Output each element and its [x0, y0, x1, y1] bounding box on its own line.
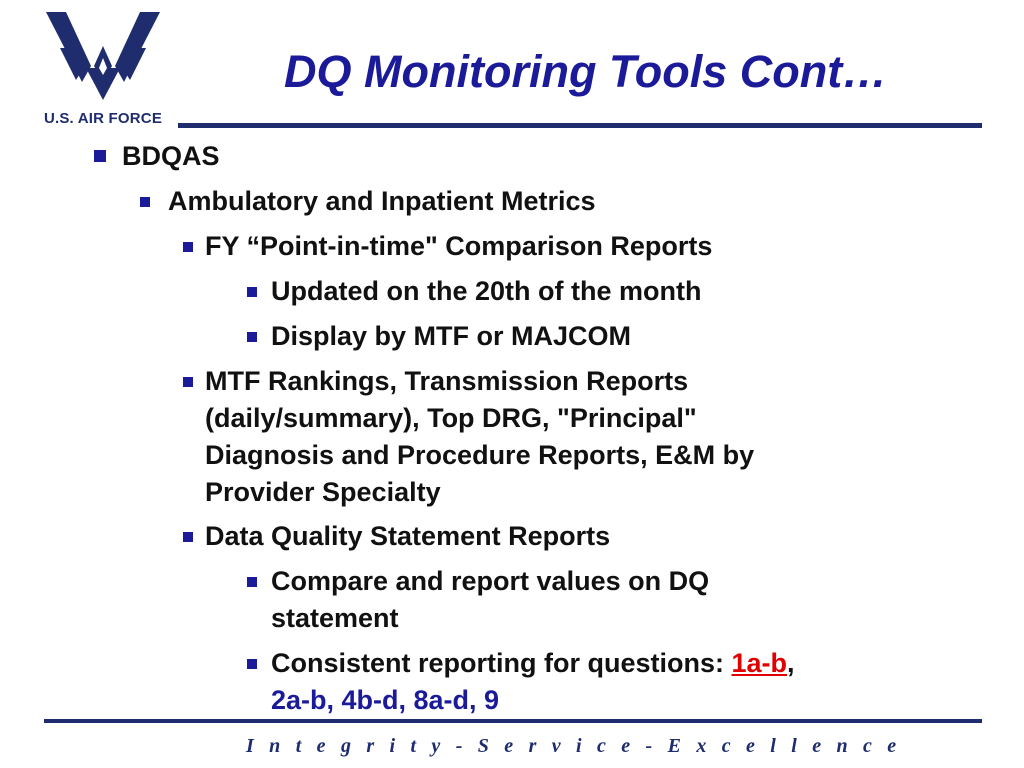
- bullet-text: statement: [271, 603, 399, 633]
- air-force-wings-icon: [46, 8, 160, 104]
- square-bullet-icon: [140, 197, 150, 207]
- bullet-text: Display by MTF or MAJCOM: [271, 321, 632, 351]
- bullet-text: (daily/summary), Top DRG, "Principal": [205, 403, 697, 433]
- square-bullet-icon: [94, 150, 106, 162]
- footer-divider: [44, 719, 982, 723]
- square-bullet-icon: [247, 287, 257, 297]
- square-bullet-icon: [247, 659, 257, 669]
- separator-text: ,: [787, 648, 795, 678]
- question-link[interactable]: 1a-b: [731, 648, 788, 678]
- square-bullet-icon: [183, 242, 193, 252]
- bullet-text: Provider Specialty: [205, 477, 441, 507]
- square-bullet-icon: [247, 577, 257, 587]
- bullet-text: FY “Point-in-time" Comparison Reports: [205, 231, 713, 261]
- square-bullet-icon: [183, 377, 193, 387]
- bullet-text-prefix: Consistent reporting for questions:: [271, 648, 732, 678]
- footer-motto: I n t e g r i t y - S e r v i c e - E x c e l l e n c e: [246, 735, 902, 757]
- bullet-text: [271, 645, 795, 681]
- us-air-force-logo: [38, 8, 178, 127]
- question-list-text: 2a-b, 4b-d, 8a-d, 9: [271, 685, 500, 715]
- bullet-text: Updated on the 20th of the month: [271, 276, 702, 306]
- logo-wordmark: U.S. AIR FORCE: [43, 110, 163, 127]
- slide-title: DQ Monitoring Tools Cont…: [284, 46, 888, 97]
- title-divider: [178, 123, 982, 128]
- bullet-text: Diagnosis and Procedure Reports, E&M by: [205, 440, 755, 470]
- bullet-text: Ambulatory and Inpatient Metrics: [168, 186, 596, 216]
- square-bullet-icon: [183, 532, 193, 542]
- bullet-text: Compare and report values on DQ: [271, 566, 710, 596]
- bullet-text: BDQAS: [122, 141, 220, 171]
- bullet-text: Data Quality Statement Reports: [205, 521, 611, 551]
- bullet-text: MTF Rankings, Transmission Reports: [205, 366, 689, 396]
- square-bullet-icon: [247, 332, 257, 342]
